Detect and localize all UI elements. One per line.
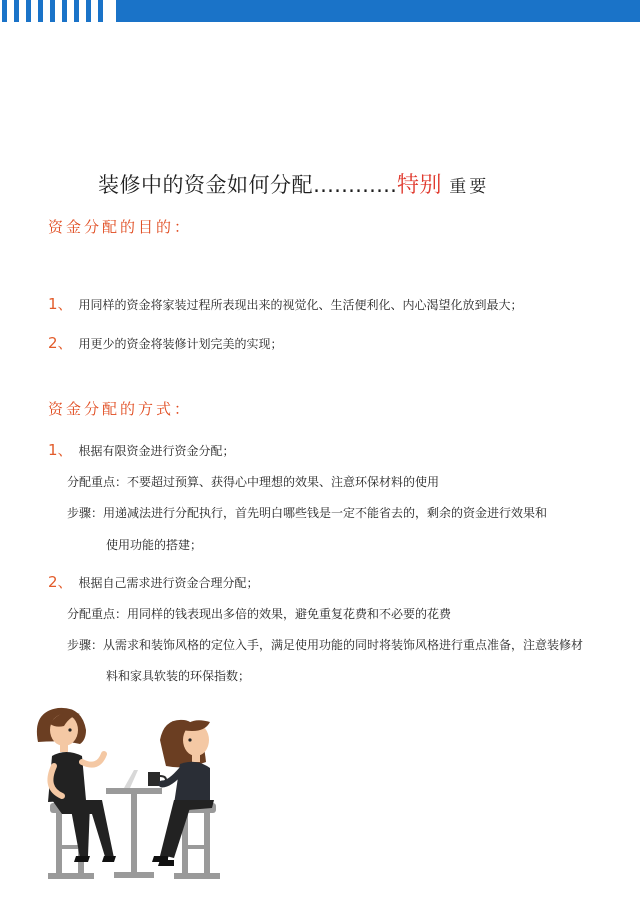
bar-stripe [74, 0, 79, 22]
method-1-focus: 分配重点：不要超过预算、获得心中理想的效果、注意环保材料的使用 [67, 475, 440, 489]
bar-stripe [62, 0, 67, 22]
item-text: 用更少的资金将装修计划完美的实现； [78, 337, 283, 351]
title-dots: ………… [313, 173, 397, 197]
title-main: 装修中的资金如何分配 [98, 173, 313, 197]
section-heading-purpose: 资金分配的目的： [48, 218, 193, 236]
item-number: 2、 [48, 573, 73, 591]
item-text: 根据有限资金进行资金分配； [78, 444, 235, 458]
method-item-2 [48, 571, 259, 592]
bar-stripe [2, 0, 7, 22]
bar-stripe [14, 0, 19, 22]
bar-solid [116, 0, 640, 22]
method-1-steps-cont: 使用功能的搭建； [106, 538, 203, 552]
method-1-steps: 步骤：用递减法进行分配执行，首先明白哪些钱是一定不能省去的，剩余的资金进行效果和 [67, 506, 548, 520]
meeting-illustration [30, 700, 250, 885]
item-number: 1、 [48, 441, 73, 459]
bar-stripe [86, 0, 91, 22]
bar-stripe [26, 0, 31, 22]
bar-stripe [98, 0, 103, 22]
bar-stripe [38, 0, 43, 22]
method-item-1 [48, 439, 235, 460]
section-heading-method: 资金分配的方式： [48, 400, 193, 418]
top-decor-bar [0, 0, 640, 22]
purpose-item-1 [48, 293, 523, 314]
item-number: 1、 [48, 295, 73, 313]
method-2-focus: 分配重点：用同样的钱表现出多倍的效果，避免重复花费和不必要的花费 [67, 607, 452, 621]
item-text: 用同样的资金将家装过程所表现出来的视觉化、生活便利化、内心渴望化放到最大； [78, 298, 523, 312]
title-suffix: 重要 [449, 177, 490, 197]
purpose-item-2 [48, 332, 283, 353]
page-title [98, 168, 598, 199]
item-number: 2、 [48, 334, 73, 352]
method-2-steps-cont: 料和家具软装的环保指数； [106, 669, 251, 683]
method-2-steps: 步骤：从需求和装饰风格的定位入手，满足使用功能的同时将装饰风格进行重点准备，注意装修材 [67, 638, 584, 652]
left-person [37, 708, 116, 862]
item-text: 根据自己需求进行资金合理分配； [78, 576, 259, 590]
title-emphasis: 特别 [397, 173, 443, 198]
bar-stripe [50, 0, 55, 22]
